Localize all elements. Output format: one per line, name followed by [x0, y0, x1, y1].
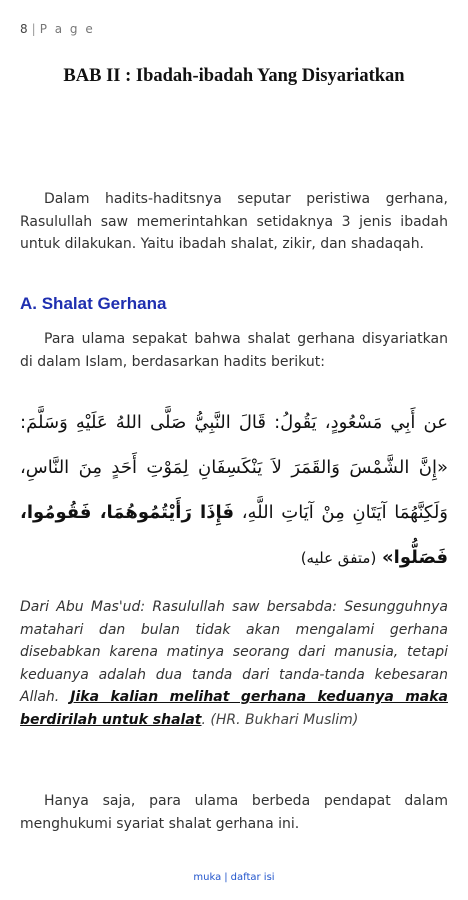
page-header-separator: |: [31, 22, 38, 36]
translation-emphasis: Jika kalian melihat gerhana keduanya maka berdirilah untuk shalat: [20, 689, 448, 728]
hadith-translation: [20, 596, 448, 731]
index-link[interactable]: daftar isi: [230, 872, 275, 883]
page-number: 8: [20, 22, 30, 36]
footer-nav: [0, 872, 468, 883]
section-body-paragraph: Para ulama sepakat bahwa shalat gerhana disyariatkan di dalam Islam, berdasarkan hadits berikut:: [20, 331, 448, 370]
home-link[interactable]: muka: [193, 872, 222, 883]
translation-text: Dari Abu Mas'ud: Rasulullah saw bersabda: Sesungguhnya matahari dan bulan tidak akan mengalami gerhana disebabkan karena matinya seorang dari manusia, tetapi keduanya adalah dua tanda dari tanda-tanda kebesaran Allah.: [20, 599, 448, 705]
arabic-hadith-source: (متفق عليه): [300, 549, 377, 567]
arabic-hadith-bold: فَإِذَا رَأَيْتُمُوهُمَا، فَقُومُوا، فَصَلُّوا»: [20, 502, 448, 568]
footer-separator: |: [224, 872, 228, 883]
arabic-hadith-text: عن أَبِي مَسْعُودٍ، يَقُولُ: قَالَ النَّبِيُّ صَلَّى اللهُ عَلَيْهِ وَسَلَّمَ: «إِنَّ الشَّمْسَ وَالقَمَرَ لاَ يَنْكَسِفَانِ لِمَوْتِ أَحَدٍ مِنَ النَّاسِ، وَلَكِنَّهُمَا آيَتَانِ مِنْ آيَاتِ اللَّهِ،: [20, 412, 448, 523]
arabic-hadith: [20, 400, 448, 581]
closing-paragraph: Hanya saja, para ulama berbeda pendapat dalam menghukumi syariat shalat gerhana ini.: [20, 793, 448, 832]
page-header: [20, 22, 95, 36]
chapter-title: BAB II : Ibadah-ibadah Yang Disyariatkan: [63, 66, 405, 86]
page-label: P a g e: [39, 22, 95, 36]
translation-reference: . (HR. Bukhari Muslim): [201, 711, 359, 728]
section-heading: A. Shalat Gerhana: [20, 294, 167, 313]
intro-paragraph: Dalam hadits-haditsnya seputar peristiwa gerhana, Rasulullah saw memerintahkan setidaknya 3 jenis ibadah untuk dilakukan. Yaitu ibadah shalat, zikir, dan shadaqah.: [20, 191, 448, 252]
